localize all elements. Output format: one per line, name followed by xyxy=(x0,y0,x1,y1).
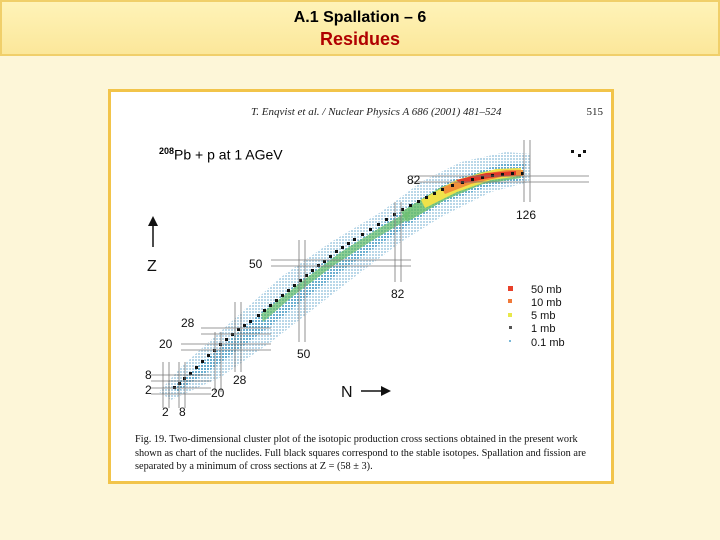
reaction-label xyxy=(159,146,283,163)
label-n126: 126 xyxy=(516,208,537,222)
label-z8: 8 xyxy=(145,368,152,382)
label-n50: 50 xyxy=(297,347,311,361)
label-z50: 50 xyxy=(249,257,263,271)
n-axis-label: N xyxy=(341,384,353,401)
legend-swatch-10mb xyxy=(508,299,512,303)
legend-label-5mb: 5 mb xyxy=(531,310,556,322)
slide-title: A.1 Spallation – 6 xyxy=(293,9,427,26)
label-n28: 28 xyxy=(233,373,247,387)
page-number: 515 xyxy=(586,106,603,118)
figure-caption: Fig. 19. Two-dimensional cluster plot of the isotopic production cross sections obtained in the present work shown as chart of the nuclides. Full black squares correspond to the stable isotopes. Spallation and fission are separated by a minimum of cross sections at Z = (58 ± 3). xyxy=(135,434,586,472)
journal-header: T. Enqvist et al. / Nuclear Physics A 686 (2001) 481–524 xyxy=(251,106,502,118)
legend-swatch-0-1mb xyxy=(509,340,511,342)
label-z82: 82 xyxy=(407,173,421,187)
slide-header xyxy=(0,0,720,56)
label-z20: 20 xyxy=(159,337,173,351)
nuclide-chart xyxy=(111,92,611,432)
legend-label-0-1mb: 0.1 mb xyxy=(531,337,565,349)
slide-subtitle: Residues xyxy=(319,29,401,49)
reaction-mass-number: 208 xyxy=(159,146,175,156)
reaction-text: Pb + p at 1 AGeV xyxy=(174,146,283,163)
figure-frame xyxy=(108,89,614,484)
legend-label-50mb: 50 mb xyxy=(531,284,562,296)
label-n8: 8 xyxy=(179,405,186,419)
label-z28: 28 xyxy=(181,316,195,330)
n-axis-arrow xyxy=(361,386,391,396)
legend-label-1mb: 1 mb xyxy=(531,323,556,335)
legend xyxy=(508,284,565,349)
label-n2: 2 xyxy=(162,405,169,419)
legend-swatch-5mb xyxy=(508,313,512,317)
label-n82: 82 xyxy=(391,287,405,301)
label-z2: 2 xyxy=(145,383,152,397)
z-axis-arrow xyxy=(148,216,158,247)
label-n20: 20 xyxy=(211,386,225,400)
z-axis-label: Z xyxy=(147,258,157,275)
legend-swatch-50mb xyxy=(508,286,513,291)
legend-swatch-1mb xyxy=(509,326,512,329)
legend-label-10mb: 10 mb xyxy=(531,297,562,309)
